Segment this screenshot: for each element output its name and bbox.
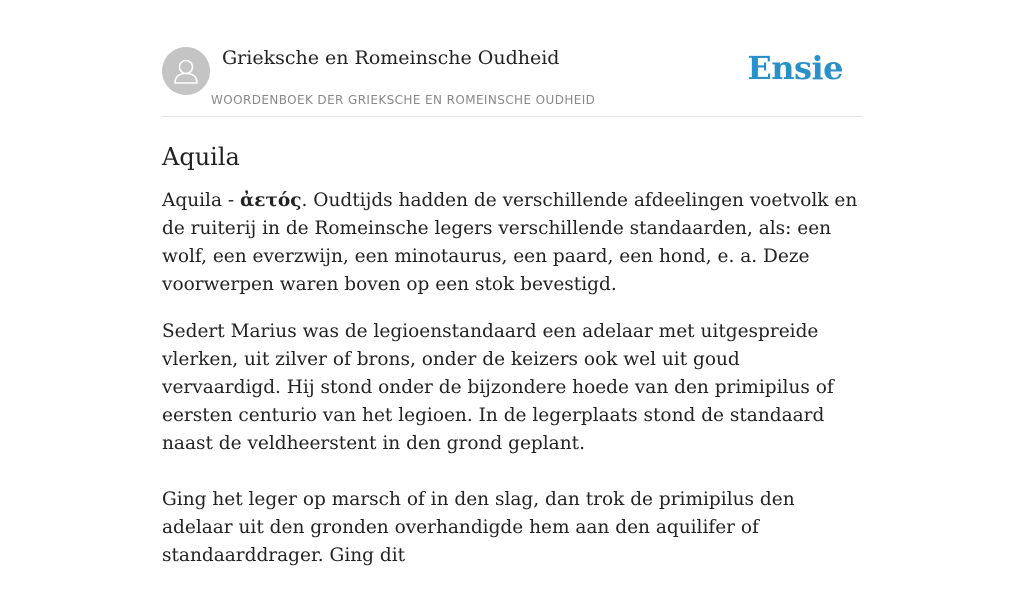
entry-paragraph-1-text: . Oudtijds hadden de verschillende afdeelingen voetvolk en de ruiterij in de Romeinsche legers verschillende standaarden, als: een wolf, een everzwijn, een minotaurus, een paard, een hond, e. a. Deze voorwerpen waren boven op een stok bevestigd.	[162, 190, 858, 295]
user-avatar-icon[interactable]	[162, 47, 210, 95]
entry-term: Aquila -	[162, 190, 240, 211]
ensie-logo[interactable]: Ensie	[747, 49, 843, 87]
site-title[interactable]: Grieksche en Romeinsche Oudheid	[222, 47, 560, 69]
entry-title: Aquila	[162, 143, 240, 171]
greek-term: ἀετός	[240, 190, 302, 211]
entry-body	[162, 187, 862, 570]
entry-paragraph-2: Sedert Marius was de legioenstandaard een adelaar met uitgespreide vlerken, uit zilver of brons, onder de keizers ook wel uit goud vervaardigd. Hij stond onder de bijzondere hoede van den primipilus of eersten centurio van het legioen. In de legerplaats stond de standaard naast de veldheerstent in den grond geplant.	[162, 321, 834, 454]
site-subtitle[interactable]: WOORDENBOEK DER GRIEKSCHE EN ROMEINSCHE OUDHEID	[211, 93, 596, 107]
entry-paragraph-1	[162, 187, 862, 299]
entry-paragraph-3: Ging het leger op marsch of in den slag, dan trok de primipilus den adelaar uit den gronden overhandigde hem aan den aquilifer of standaarddrager. Ging dit	[162, 489, 795, 566]
page	[162, 0, 862, 589]
header	[162, 0, 862, 117]
